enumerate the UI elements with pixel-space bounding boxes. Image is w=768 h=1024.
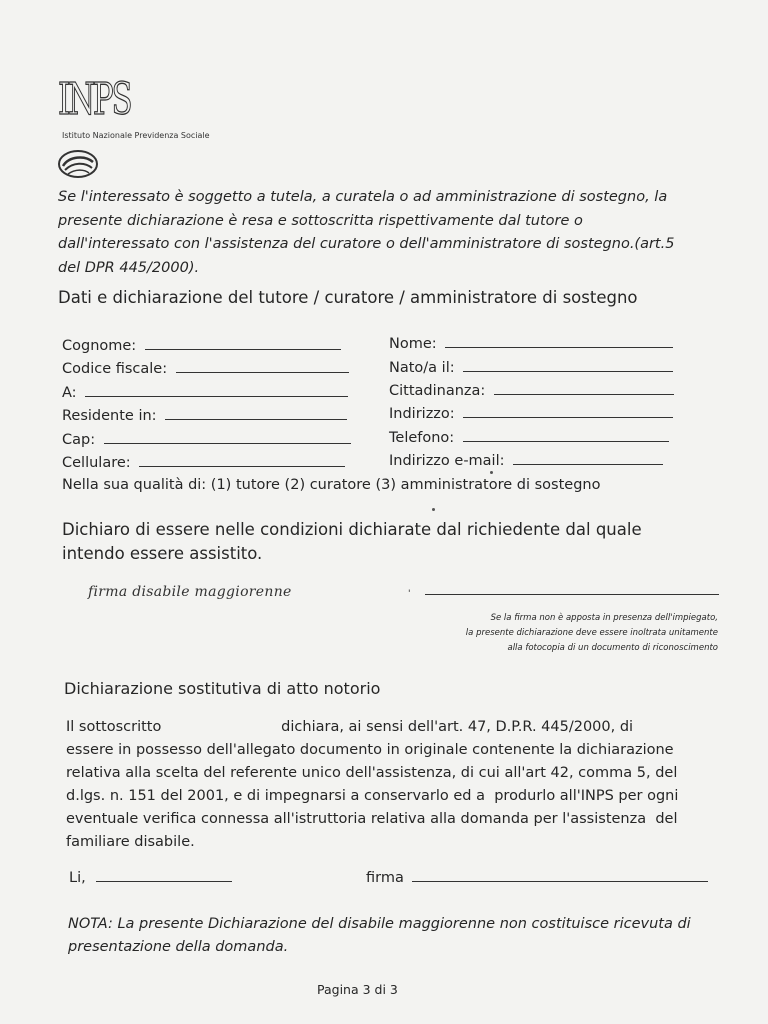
signature-note — [466, 611, 718, 656]
note-line: Se la firma non è apposta in presenza dell'impiegato, — [490, 613, 718, 623]
li-label: Li, — [69, 870, 86, 886]
firma-label: firma — [366, 870, 404, 886]
intro-line: del DPR 445/2000). — [58, 259, 200, 276]
declaration-text — [62, 518, 642, 566]
field-label: Cognome: — [62, 338, 137, 354]
field-cognome[interactable] — [62, 337, 341, 354]
field-line[interactable] — [165, 407, 347, 420]
field-label: A: — [62, 385, 77, 401]
field-line[interactable] — [176, 360, 349, 373]
place-date-field[interactable] — [69, 869, 232, 886]
firma-line[interactable] — [412, 869, 708, 882]
intro-line: presente dichiarazione è resa e sottoscritta rispettivamente dal tutore o — [58, 212, 583, 229]
field-line[interactable] — [494, 382, 674, 395]
inps-emblem-icon — [55, 147, 101, 187]
page-number: Pagina 3 di 3 — [317, 982, 398, 997]
note-line: alla fotocopia di un documento di riconoscimento — [507, 643, 718, 653]
field-label: Telefono: — [389, 430, 455, 446]
field-cap[interactable] — [62, 431, 351, 448]
firma-field[interactable] — [366, 869, 708, 886]
note-line: la presente dichiarazione deve essere inoltrata unitamente — [465, 628, 718, 638]
section-title: Dati e dichiarazione del tutore / curatore / amministratore di sostegno — [58, 288, 638, 307]
field-line[interactable] — [445, 335, 673, 348]
field-label: Cittadinanza: — [389, 383, 486, 399]
field-label: Cap: — [62, 432, 96, 448]
field-line[interactable] — [463, 359, 673, 372]
dso-body — [66, 716, 678, 854]
field-residente[interactable] — [62, 407, 347, 424]
field-label: Nome: — [389, 336, 437, 352]
declaration-line: intendo essere assistito. — [62, 544, 263, 563]
field-nome[interactable] — [389, 335, 673, 352]
field-cellulare[interactable] — [62, 454, 345, 471]
handwritten-label: firma disabile maggiorenne — [88, 584, 292, 600]
field-a[interactable] — [62, 384, 348, 401]
field-line[interactable] — [104, 431, 351, 444]
inps-logo: INPS — [58, 74, 131, 125]
field-telefono[interactable] — [389, 429, 669, 446]
tick-mark: ' — [408, 589, 411, 599]
field-label: Indirizzo e-mail: — [389, 453, 505, 469]
dso-line: Il sottoscritto dichiara, ai sensi dell'art. 47, D.P.R. 445/2000, di — [66, 719, 634, 735]
field-label: Indirizzo: — [389, 406, 455, 422]
dso-line: essere in possesso dell'allegato documento in originale contenente la dichiarazione — [66, 742, 674, 758]
scan-speck — [490, 471, 493, 474]
scan-speck — [432, 508, 435, 511]
place-date-line[interactable] — [96, 869, 232, 882]
field-nato-il[interactable] — [389, 359, 673, 376]
signature-line[interactable] — [425, 594, 719, 595]
field-codice-fiscale[interactable] — [62, 360, 349, 377]
field-line[interactable] — [145, 337, 341, 350]
dso-line: d.lgs. n. 151 del 2001, e di impegnarsi a conservarlo ed a produrlo all'INPS per ogni — [66, 788, 679, 804]
field-label: Residente in: — [62, 408, 157, 424]
field-line[interactable] — [463, 405, 673, 418]
dso-line: relativa alla scelta del referente unico dell'assistenza, di cui all'art 42, comma 5, del — [66, 765, 678, 781]
field-cittadinanza[interactable] — [389, 382, 674, 399]
field-indirizzo[interactable] — [389, 405, 673, 422]
field-label: Cellulare: — [62, 455, 131, 471]
declaration-line: Dichiaro di essere nelle condizioni dichiarate dal richiedente dal quale — [62, 520, 642, 539]
field-line[interactable] — [513, 452, 663, 465]
dso-line: eventuale verifica connessa all'istruttoria relativa alla domanda per l'assistenza del — [66, 811, 678, 827]
dso-line: familiare disabile. — [66, 834, 195, 850]
intro-paragraph — [58, 186, 708, 280]
logo-subtitle: Istituto Nazionale Previdenza Sociale — [62, 131, 210, 140]
field-label: Nato/a il: — [389, 360, 455, 376]
dso-title: Dichiarazione sostitutiva di atto notorio — [64, 679, 381, 698]
qualita-options: Nella sua qualità di: (1) tutore (2) curatore (3) amministratore di sostegno — [62, 477, 601, 493]
field-email[interactable] — [389, 452, 663, 469]
field-label: Codice fiscale: — [62, 361, 168, 377]
field-line[interactable] — [463, 429, 669, 442]
intro-line: Se l'interessato è soggetto a tutela, a curatela o ad amministrazione di sostegno, la — [58, 189, 668, 205]
field-line[interactable] — [85, 384, 348, 397]
field-line[interactable] — [139, 454, 345, 467]
nota-line: NOTA: La presente Dichiarazione del disabile maggiorenne non costituisce ricevuta di — [68, 916, 691, 932]
nota-line: presentazione della domanda. — [68, 939, 289, 955]
nota-text — [68, 913, 691, 959]
intro-line: dall'interessato con l'assistenza del curatore o dell'amministratore di sostegno.(art.5 — [58, 236, 675, 252]
